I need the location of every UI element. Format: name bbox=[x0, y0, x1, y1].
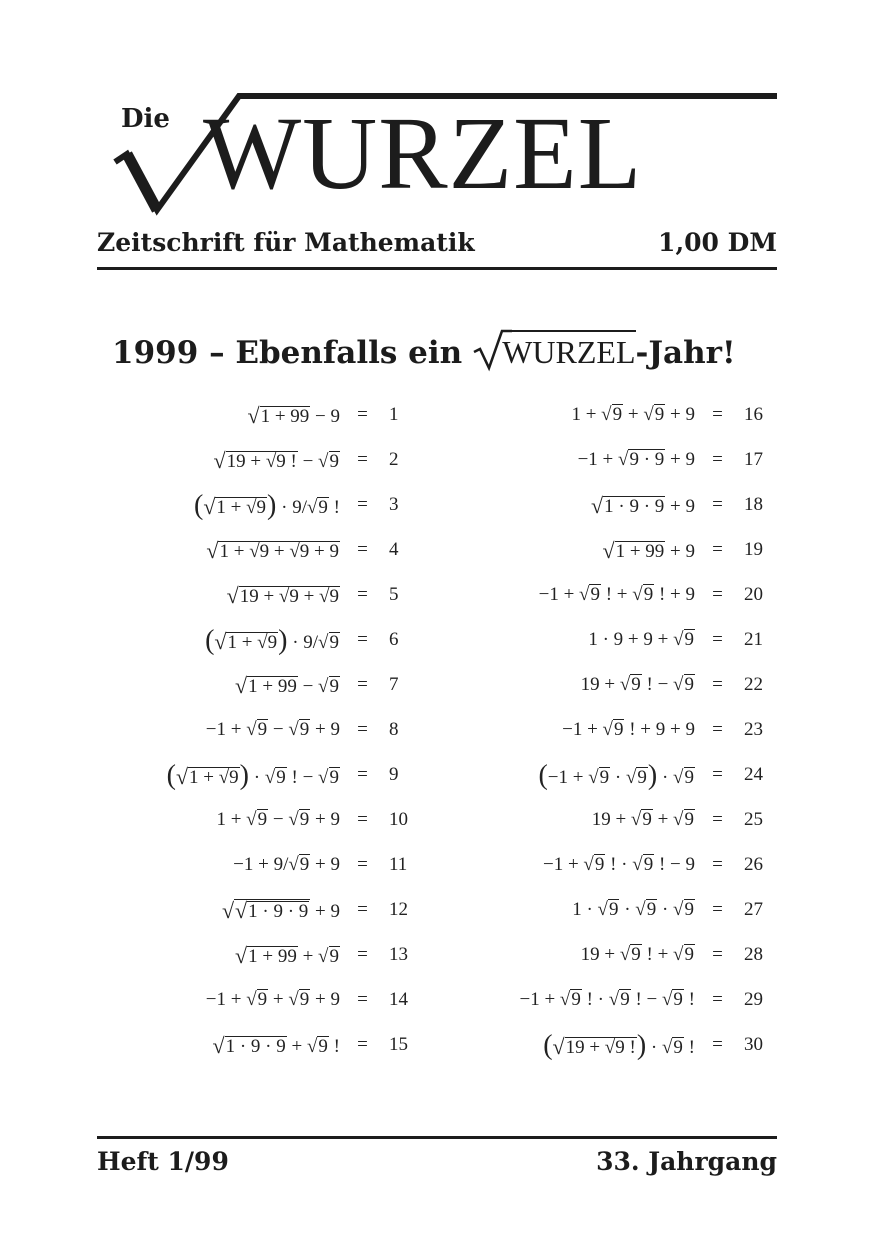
equation-row bbox=[455, 932, 784, 977]
equation-row bbox=[90, 437, 429, 482]
equals-sign: = bbox=[712, 1033, 723, 1055]
equation-value: 4 bbox=[389, 538, 399, 560]
equation-expression: −1 + √9 ! · √9 ! − √9 ! bbox=[519, 988, 695, 1010]
equation-expression: √1 + 99 + 9 bbox=[602, 537, 695, 563]
equation-value: 11 bbox=[389, 853, 408, 875]
masthead bbox=[97, 92, 777, 222]
equations-right bbox=[455, 392, 784, 1067]
equation-value: 5 bbox=[389, 583, 399, 605]
equation-expression: √1 + √9 + √9 + 9 bbox=[206, 537, 339, 563]
equals-sign: = bbox=[357, 583, 368, 605]
equation-expression: −1 + √9 ! + √9 ! + 9 bbox=[538, 583, 695, 605]
equation-value: 6 bbox=[389, 628, 399, 650]
equation-value: 19 bbox=[744, 538, 763, 560]
equation-expression: (−1 + √9 · √9) · √9 bbox=[538, 759, 694, 791]
headline-prefix: 1999 – Ebenfalls ein bbox=[112, 335, 463, 371]
equation-value: 8 bbox=[389, 718, 399, 740]
equals-sign: = bbox=[712, 448, 723, 470]
equals-sign: = bbox=[712, 583, 723, 605]
equation-row bbox=[90, 662, 429, 707]
equation-row bbox=[455, 662, 784, 707]
equation-row bbox=[90, 932, 429, 977]
equals-sign: = bbox=[712, 988, 723, 1010]
equation-expression: √1 + 99 − 9 bbox=[247, 402, 340, 428]
equation-expression: √1 · 9 · 9 + √9 ! bbox=[212, 1032, 340, 1058]
equation-row bbox=[90, 887, 429, 932]
equation-row bbox=[90, 977, 429, 1022]
equation-value: 24 bbox=[744, 763, 763, 785]
equals-sign: = bbox=[712, 808, 723, 830]
equation-row bbox=[455, 707, 784, 752]
masthead-title: WURZEL bbox=[203, 96, 643, 211]
issue-number: Heft 1/99 bbox=[97, 1147, 229, 1176]
equation-row bbox=[90, 482, 429, 527]
equation-row bbox=[90, 527, 429, 572]
equals-sign: = bbox=[357, 493, 368, 515]
equation-expression: 1 · √9 · √9 · √9 bbox=[572, 898, 694, 920]
equation-value: 3 bbox=[389, 493, 399, 515]
equation-row bbox=[455, 617, 784, 662]
volume-number: 33. Jahrgang bbox=[596, 1147, 777, 1176]
equals-sign: = bbox=[357, 898, 368, 920]
equation-expression: √19 + √9 ! − √9 bbox=[213, 447, 339, 473]
equation-expression: 1 · 9 + 9 + √9 bbox=[588, 628, 694, 650]
equation-row bbox=[455, 572, 784, 617]
equation-row bbox=[90, 707, 429, 752]
equation-value: 17 bbox=[744, 448, 763, 470]
equation-value: 20 bbox=[744, 583, 763, 605]
equation-value: 14 bbox=[389, 988, 408, 1010]
equation-row bbox=[455, 842, 784, 887]
equation-row bbox=[90, 392, 429, 437]
equals-sign: = bbox=[712, 493, 723, 515]
equals-sign: = bbox=[712, 673, 723, 695]
headline-radical-icon bbox=[472, 328, 512, 372]
masthead-die: Die bbox=[121, 104, 170, 134]
equals-sign: = bbox=[712, 853, 723, 875]
equals-sign: = bbox=[712, 718, 723, 740]
equation-row bbox=[455, 392, 784, 437]
equation-row bbox=[90, 752, 429, 797]
equals-sign: = bbox=[357, 628, 368, 650]
masthead-price: 1,00 DM bbox=[658, 228, 777, 257]
equation-value: 28 bbox=[744, 943, 763, 965]
equation-value: 27 bbox=[744, 898, 763, 920]
equals-sign: = bbox=[357, 988, 368, 1010]
headline-root-word: WURZEL bbox=[502, 330, 635, 371]
equation-expression: √1 · 9 · 9 + 9 bbox=[591, 492, 695, 518]
headline bbox=[112, 330, 736, 376]
equation-value: 12 bbox=[389, 898, 408, 920]
equals-sign: = bbox=[712, 763, 723, 785]
equals-sign: = bbox=[357, 943, 368, 965]
equals-sign: = bbox=[357, 448, 368, 470]
equation-expression: √1 + 99 − √9 bbox=[235, 672, 339, 698]
equation-value: 22 bbox=[744, 673, 763, 695]
bottom-rule bbox=[97, 1136, 777, 1139]
equation-expression: 1 + √9 + √9 + 9 bbox=[571, 403, 695, 425]
equation-row bbox=[455, 1022, 784, 1067]
equation-value: 29 bbox=[744, 988, 763, 1010]
equals-sign: = bbox=[357, 763, 368, 785]
equals-sign: = bbox=[357, 853, 368, 875]
equation-value: 7 bbox=[389, 673, 399, 695]
equation-expression: −1 + √9 ! · √9 ! − 9 bbox=[543, 853, 695, 875]
equation-expression: (√1 + √9) · 9/√9 bbox=[205, 624, 339, 656]
equation-value: 2 bbox=[389, 448, 399, 470]
equation-row bbox=[455, 887, 784, 932]
equals-sign: = bbox=[357, 1033, 368, 1055]
equation-value: 1 bbox=[389, 403, 399, 425]
equals-sign: = bbox=[712, 403, 723, 425]
equation-value: 25 bbox=[744, 808, 763, 830]
equation-expression: 19 + √9 ! + √9 bbox=[580, 943, 694, 965]
equation-expression: −1 + √9 + √9 + 9 bbox=[205, 988, 340, 1010]
equation-expression: (√1 + √9) · 9/√9 ! bbox=[193, 489, 340, 521]
equation-expression: √1 + 99 + √9 bbox=[235, 942, 339, 968]
equation-value: 15 bbox=[389, 1033, 408, 1055]
equation-expression: 19 + √9 + √9 bbox=[591, 808, 694, 830]
equation-row bbox=[90, 1022, 429, 1067]
equation-value: 30 bbox=[744, 1033, 763, 1055]
equals-sign: = bbox=[357, 538, 368, 560]
equation-expression: −1 + √9 · 9 + 9 bbox=[577, 448, 695, 470]
equation-expression: −1 + √9 − √9 + 9 bbox=[205, 718, 340, 740]
equation-row bbox=[455, 977, 784, 1022]
equation-expression: √19 + √9 + √9 bbox=[226, 582, 339, 608]
equation-row bbox=[455, 752, 784, 797]
equation-value: 18 bbox=[744, 493, 763, 515]
headline-root bbox=[472, 330, 635, 371]
equations-left bbox=[90, 392, 429, 1067]
equals-sign: = bbox=[357, 808, 368, 830]
equals-sign: = bbox=[357, 673, 368, 695]
equation-value: 13 bbox=[389, 943, 408, 965]
equals-sign: = bbox=[712, 898, 723, 920]
equation-expression: (√19 + √9 !) · √9 ! bbox=[543, 1029, 695, 1061]
equation-row bbox=[90, 572, 429, 617]
equation-value: 26 bbox=[744, 853, 763, 875]
equals-sign: = bbox=[712, 538, 723, 560]
equals-sign: = bbox=[357, 403, 368, 425]
equation-value: 10 bbox=[389, 808, 408, 830]
equation-row bbox=[90, 617, 429, 662]
equation-expression: −1 + 9/√9 + 9 bbox=[233, 853, 340, 875]
masthead-subtitle-row bbox=[97, 228, 777, 262]
equation-expression: −1 + √9 ! + 9 + 9 bbox=[562, 718, 695, 740]
headline-suffix: -Jahr! bbox=[635, 335, 736, 371]
top-rule bbox=[97, 267, 777, 270]
equals-sign: = bbox=[712, 943, 723, 965]
equation-row bbox=[90, 842, 429, 887]
equation-row bbox=[90, 797, 429, 842]
equation-expression: √√1 · 9 · 9 + 9 bbox=[221, 897, 340, 923]
equation-expression: 19 + √9 ! − √9 bbox=[580, 673, 694, 695]
equation-expression: 1 + √9 − √9 + 9 bbox=[216, 808, 340, 830]
equation-value: 21 bbox=[744, 628, 763, 650]
equals-sign: = bbox=[712, 628, 723, 650]
masthead-subtitle: Zeitschrift für Mathematik bbox=[97, 228, 475, 257]
equation-value: 16 bbox=[744, 403, 763, 425]
equation-row bbox=[455, 482, 784, 527]
equation-value: 23 bbox=[744, 718, 763, 740]
equals-sign: = bbox=[357, 718, 368, 740]
equation-row bbox=[455, 797, 784, 842]
equation-value: 9 bbox=[389, 763, 399, 785]
equation-expression: (√1 + √9) · √9 ! − √9 bbox=[166, 759, 339, 791]
equation-row bbox=[455, 437, 784, 482]
equation-row bbox=[455, 527, 784, 572]
